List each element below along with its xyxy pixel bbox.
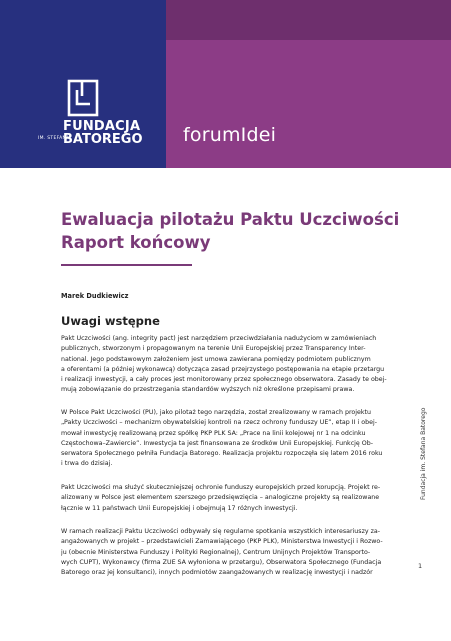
text-line: serwatora Społecznego pełniła Fundacja Batorego. Realizacja projektu rozpoczęła się latem 2016 roku	[61, 450, 383, 458]
text-line: „Pakty Uczciwości – mechanizm obywatelskiej kontroli na rzecz ochrony funduszy UE”, etap II i obej-	[61, 419, 377, 427]
title-line1: Ewaluacja pilotażu Paktu Uczciwości	[61, 210, 400, 229]
text-line: Batorego oraz jej konsultanci), innych podmiotów zaangażowanych w realizację inwestycji i nadzór	[61, 569, 373, 577]
paragraph-2	[61, 408, 401, 470]
text-line: Pakt Uczciwości (ang. integrity pact) jest narzędziem przeciwdziałania nadużyciom w zamówieniach	[61, 335, 377, 342]
page-number: 1	[418, 562, 423, 570]
paragraph-4	[61, 527, 401, 578]
author-name: Marek Dudkiewicz	[61, 292, 129, 300]
text-line: angażowanych w projekt – przedstawicieli Zamawiającego (PKP PLK), Ministerstwa Inwestycji i Rozwo-	[61, 538, 383, 546]
logo-line2: BATOREGO	[63, 132, 143, 147]
text-line: alizowany w Polsce jest elementem szerszego przedsięwzięcia – analogiczne projekty są realizowane	[61, 494, 380, 502]
report-title	[61, 208, 399, 254]
text-line: a oferentami (a później wykonawcą) dotycząca zasad przejrzystego postępowania na etapie przetargu	[61, 365, 385, 373]
text-line: publicznych, stworzonym i propagowanym na terenie Unii Europejskiej przez Transparency Inter-	[61, 345, 366, 353]
text-line: łącznie w 11 państwach Unii Europejskiej i obejmują 17 różnych inwestycji.	[61, 504, 298, 512]
text-line: i trwa do dzisiaj.	[61, 460, 113, 468]
paragraph-1	[61, 334, 401, 396]
text-line: i realizacji inwestycji, a cały proces jest monitorowany przez społecznego obserwatora. Zasady te obej-	[61, 376, 387, 384]
logo-small-text: IM. STEFANA	[38, 136, 70, 141]
text-line: W ramach realizacji Paktu Uczciwości odbywały się regularne spotkania wszystkich interesariuszy za-	[61, 528, 381, 535]
side-foundation-label: Fundacja im. Stefana Batorego	[420, 407, 427, 500]
text-line: Częstochowa–Zawiercie”. Inwestycja ta jest finansowana ze środków Unii Europejskiej. Funkcję Ob-	[61, 439, 374, 447]
text-line: mują zobowiązanie do przestrzegania standardów wyższych niż określone przepisami prawa.	[61, 386, 355, 394]
foundation-panel	[0, 0, 166, 168]
section-heading: Uwagi wstępne	[61, 314, 160, 328]
text-line: ju (obecnie Ministerstwa Funduszy i Polityki Regionalnej), Centrum Unijnych Projektów Transporto-	[61, 548, 371, 556]
logo-line1: FUNDACJA	[63, 119, 141, 134]
brand-band	[166, 0, 451, 40]
text-line: national. Jego podstawowym założeniem jest umowa zawierana pomiędzy podmiotem publicznym	[61, 355, 371, 363]
paragraph-3	[61, 483, 401, 514]
foundation-logo-icon	[66, 78, 112, 118]
header-banner	[0, 0, 451, 168]
text-line: Pakt Uczciwości ma służyć skuteczniejszej ochronie funduszy europejskich przed korupcją. Projekt re-	[61, 484, 381, 491]
title-rule	[61, 264, 192, 266]
text-line: mował inwestycję realizowaną przez spółkę PKP PLK SA: „Prace na linii kolejowej nr 1 na odcinku	[61, 429, 366, 437]
title-line2: Raport końcowy	[61, 233, 211, 252]
brand-title: forumIdei	[183, 124, 277, 146]
text-line: W Polsce Pakt Uczciwości (PU), jako pilotaż tego narzędzia, został zrealizowany w ramach projektu	[61, 409, 372, 416]
text-line: wych CUPT), Wykonawcy (firma ZUE SA wyłoniona w przetargu), Obserwatora Społecznego (Fundacja	[61, 558, 382, 566]
